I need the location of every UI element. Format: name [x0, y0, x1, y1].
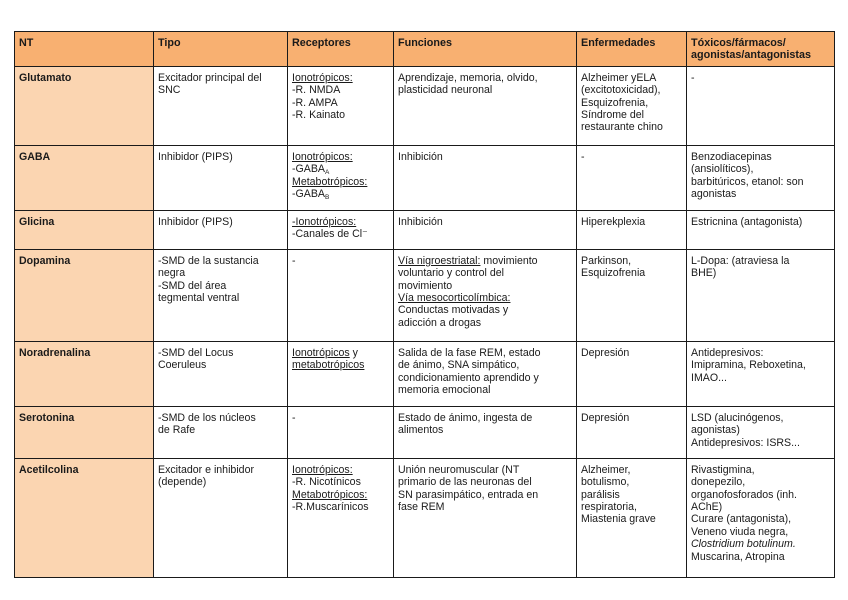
cell-line: Metabotrópicos:	[292, 488, 368, 501]
funciones-cell	[394, 66, 577, 145]
cell-line: Esquizofrenia	[581, 267, 646, 280]
cell-line: -Canales de Cl⁻	[292, 228, 368, 241]
receptor-subscript: A	[324, 169, 330, 177]
cell-line: parálisis	[581, 488, 620, 501]
cell-line: -SMD del Locus	[158, 346, 234, 359]
cell-line: agonistas)	[691, 424, 740, 437]
nt-cell: Glutamato	[15, 66, 154, 145]
cell-line: -R. Kainato	[292, 109, 345, 122]
cell-line: -	[691, 71, 695, 84]
cell-line	[292, 347, 389, 359]
funciones-cell	[394, 406, 577, 458]
cell-line: Veneno viuda negra,	[691, 525, 789, 538]
table-row	[15, 406, 835, 458]
cell-line: Ionotrópicos:	[292, 150, 353, 163]
cell-line: alimentos	[398, 424, 444, 437]
cell-line: primario de las neuronas del	[398, 476, 532, 489]
cell-line: organofosforados (inh.	[691, 488, 798, 501]
receptor-subscript: B	[324, 194, 330, 202]
header-toxicos-line1: Tóxicos/fármacos/	[691, 37, 786, 49]
cell-line: L-Dopa: (atraviesa la	[691, 254, 790, 267]
enfermedades-cell	[577, 341, 687, 406]
cell-line: Esquizofrenia,	[581, 96, 649, 109]
receptores-cell	[288, 249, 394, 341]
cell-line	[398, 255, 572, 267]
cell-line: restaurante chino	[581, 121, 663, 134]
nt-cell: Serotonina	[15, 406, 154, 458]
cell-line: Estado de ánimo, ingesta de	[398, 411, 533, 424]
cell-line: Aprendizaje, memoria, olvido,	[398, 71, 538, 84]
cell-line: memoria emocional	[398, 384, 491, 397]
header-toxicos-line2: agonistas/antagonistas	[691, 49, 811, 62]
tipo-cell	[154, 406, 288, 458]
receptor-text: -GABA	[292, 163, 325, 176]
cell-line: respiratoria,	[581, 501, 637, 514]
enfermedades-cell	[577, 249, 687, 341]
cell-line: Parkinson,	[581, 254, 632, 267]
table-row	[15, 66, 835, 145]
cell-line: Salida de la fase REM, estado	[398, 346, 541, 359]
nt-cell: Acetilcolina	[15, 458, 154, 577]
enfermedades-cell	[577, 145, 687, 210]
cell-line: Estricnina (antagonista)	[691, 215, 803, 228]
cell-line: Ionotrópicos:	[292, 71, 353, 84]
cell-line: Excitador e inhibidor	[158, 463, 254, 476]
tipo-cell	[154, 210, 288, 249]
enfermedades-cell	[577, 406, 687, 458]
funciones-cell	[394, 249, 577, 341]
cell-line: -R. Nicotínicos	[292, 476, 361, 489]
nt-cell: Glicina	[15, 210, 154, 249]
cell-line: SN parasimpático, entrada en	[398, 488, 539, 501]
cell-line: Alzheimer,	[581, 463, 631, 476]
cell-line: Antidepresivos:	[691, 346, 764, 359]
cell-line: Curare (antagonista),	[691, 513, 792, 526]
cell-line: -Ionotrópicos:	[292, 215, 357, 228]
cell-line: Hiperekplexia	[581, 215, 646, 228]
cell-line: Ionotrópicos:	[292, 463, 353, 476]
receptor-label: Ionotrópicos	[292, 346, 350, 359]
cell-line: -R.Muscarínicos	[292, 501, 369, 514]
toxicos-cell	[687, 210, 835, 249]
tipo-cell	[154, 341, 288, 406]
header-receptores: Receptores	[288, 32, 394, 67]
cell-line: Metabotrópicos:	[292, 175, 368, 188]
cell-line: -	[292, 411, 296, 424]
cell-line: Síndrome del	[581, 109, 645, 122]
header-enfermedades: Enfermedades	[577, 32, 687, 67]
nt-cell: GABA	[15, 145, 154, 210]
header-toxicos	[687, 32, 835, 67]
cell-line: de ánimo, SNA simpático,	[398, 359, 520, 372]
cell-line: IMAO...	[691, 371, 727, 384]
receptor-text: -GABA	[292, 188, 325, 201]
tipo-cell	[154, 66, 288, 145]
cell-line: movimiento	[398, 279, 453, 292]
cell-line: de Rafe	[158, 424, 196, 437]
cell-line: plasticidad neuronal	[398, 84, 493, 97]
cell-line: Inhibidor (PIPS)	[158, 215, 233, 228]
cell-line: agonistas	[691, 188, 737, 201]
table-row	[15, 458, 835, 577]
cell-line: Inhibidor (PIPS)	[158, 150, 233, 163]
toxicos-cell	[687, 458, 835, 577]
cell-line: Depresión	[581, 346, 630, 359]
cell-line: -	[292, 254, 296, 267]
receptores-cell	[288, 145, 394, 210]
cell-line: voluntario y control del	[398, 267, 504, 280]
header-nt: NT	[15, 32, 154, 67]
cell-line: (excitotoxicidad),	[581, 84, 661, 97]
funciones-cell	[394, 458, 577, 577]
cell-line: (depende)	[158, 476, 207, 489]
funciones-cell	[394, 145, 577, 210]
pathway-label: Vía nigroestriatal:	[398, 254, 481, 267]
cell-line: Muscarina, Atropina	[691, 550, 785, 563]
tipo-cell	[154, 145, 288, 210]
cell-line: AChE)	[691, 501, 723, 514]
receptores-cell	[288, 210, 394, 249]
cell-line: -SMD de los núcleos	[158, 411, 256, 424]
toxicos-cell	[687, 66, 835, 145]
cell-line: Imipramina, Reboxetina,	[691, 359, 806, 372]
cell-line: -R. AMPA	[292, 96, 338, 109]
cell-line: barbitúricos, etanol: son	[691, 175, 804, 188]
cell-text: movimiento	[480, 254, 538, 267]
cell-line: Excitador principal del	[158, 71, 262, 84]
cell-line	[292, 163, 389, 175]
cell-line: LSD (alucinógenos,	[691, 411, 784, 424]
cell-line: botulismo,	[581, 476, 630, 489]
header-tipo: Tipo	[154, 32, 288, 67]
cell-line: adicción a drogas	[398, 316, 482, 329]
table-row	[15, 145, 835, 210]
tipo-cell	[154, 458, 288, 577]
cell-line: SNC	[158, 84, 181, 97]
cell-line: tegmental ventral	[158, 292, 240, 305]
toxicos-cell	[687, 341, 835, 406]
cell-line: Conductas motivadas y	[398, 304, 509, 317]
header-funciones: Funciones	[394, 32, 577, 67]
cell-line	[292, 188, 389, 200]
cell-line: donepezilo,	[691, 476, 746, 489]
cell-line: Inhibición	[398, 150, 443, 163]
receptores-cell	[288, 406, 394, 458]
cell-line: Miastenia grave	[581, 513, 656, 526]
table-row	[15, 249, 835, 341]
funciones-cell	[394, 341, 577, 406]
cell-line: Alzheimer yELA	[581, 71, 657, 84]
cell-line: condicionamiento aprendido y	[398, 371, 539, 384]
enfermedades-cell	[577, 210, 687, 249]
cell-line: Coeruleus	[158, 359, 207, 372]
enfermedades-cell	[577, 458, 687, 577]
toxicos-cell	[687, 249, 835, 341]
nt-cell: Noradrenalina	[15, 341, 154, 406]
cell-line: -SMD de la sustancia	[158, 254, 259, 267]
cell-line: Antidepresivos: ISRS...	[691, 436, 800, 449]
cell-line: negra	[158, 267, 186, 280]
toxicos-cell	[687, 406, 835, 458]
cell-line: -	[581, 150, 585, 163]
tipo-cell	[154, 249, 288, 341]
table-row	[15, 341, 835, 406]
nt-cell: Dopamina	[15, 249, 154, 341]
receptores-cell	[288, 341, 394, 406]
cell-text: y	[349, 346, 358, 359]
receptores-cell	[288, 66, 394, 145]
cell-line: -SMD del área	[158, 279, 227, 292]
cell-line: Benzodiacepinas	[691, 150, 772, 163]
neurotransmitter-table	[14, 31, 835, 578]
cell-line: Unión neuromuscular (NT	[398, 463, 520, 476]
species-name: Clostridium botulinum.	[691, 538, 796, 551]
cell-line: Rivastigmina,	[691, 463, 755, 476]
cell-line: BHE)	[691, 267, 717, 280]
enfermedades-cell	[577, 66, 687, 145]
funciones-cell	[394, 210, 577, 249]
cell-line: -R. NMDA	[292, 84, 341, 97]
table-row	[15, 210, 835, 249]
toxicos-cell	[687, 145, 835, 210]
receptores-cell	[288, 458, 394, 577]
receptor-label: metabotrópicos	[292, 359, 365, 372]
cell-line: (ansiolíticos),	[691, 163, 754, 176]
cell-line: fase REM	[398, 501, 445, 514]
header-row	[15, 32, 835, 67]
cell-line: Depresión	[581, 411, 630, 424]
pathway-label: Vía mesocorticolímbica:	[398, 292, 511, 305]
cell-line: Inhibición	[398, 215, 443, 228]
